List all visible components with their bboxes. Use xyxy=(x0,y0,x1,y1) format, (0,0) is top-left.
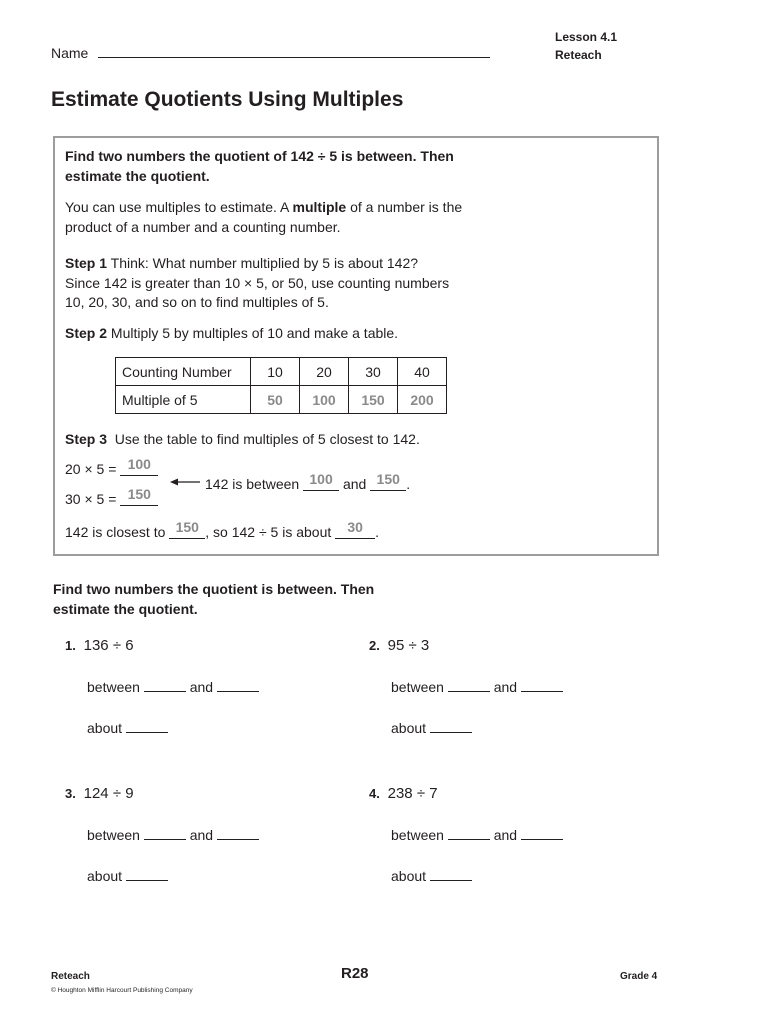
between-sentence xyxy=(205,471,411,496)
about-label: about xyxy=(87,868,123,884)
problem-3 xyxy=(65,784,134,804)
multiples-table-wrap xyxy=(115,357,447,414)
name-label: Name xyxy=(51,45,89,61)
equation-2-text: 30 × 5 = xyxy=(65,491,117,507)
step1-line2: Since 142 is greater than 10 × 5, or 50, use counting numbers xyxy=(65,274,450,291)
and-label: and xyxy=(493,827,518,843)
table-cell-answer: 100 xyxy=(300,386,349,414)
answer-blank-about[interactable] xyxy=(126,732,168,733)
intro-text-a: You can use multiples to estimate. A xyxy=(65,199,289,215)
example-prompt-line1: Find two numbers the quotient of 142 ÷ 5 is between. Then xyxy=(65,148,454,164)
footer-copyright: © Houghton Mifflin Harcourt Publishing Company xyxy=(51,987,193,994)
final-period: . xyxy=(375,524,380,540)
example-intro xyxy=(65,198,462,237)
and-label: and xyxy=(189,827,214,843)
problem-number: 1. xyxy=(65,638,76,653)
between-low-answer: 100 xyxy=(303,470,339,491)
problem-number: 4. xyxy=(369,786,380,801)
equation-2-answer: 150 xyxy=(120,485,158,506)
answer-blank-about[interactable] xyxy=(430,732,472,733)
practice-instructions xyxy=(53,580,374,619)
between-label: between xyxy=(87,827,140,843)
problem-4-between xyxy=(391,826,563,846)
step2-label: Step 2 xyxy=(65,325,108,341)
problem-1-between xyxy=(87,678,259,698)
between-label: between xyxy=(391,827,444,843)
equation-1 xyxy=(65,456,158,481)
step1-label: Step 1 xyxy=(65,255,108,271)
answer-blank-high[interactable] xyxy=(521,691,563,692)
about-label: about xyxy=(87,720,123,736)
step1 xyxy=(65,254,449,313)
lesson-type: Reteach xyxy=(555,48,602,62)
multiples-table xyxy=(115,357,447,414)
lesson-info xyxy=(555,28,617,64)
step2-text: Multiply 5 by multiples of 10 and make a table. xyxy=(110,325,399,341)
between-label: between xyxy=(391,679,444,695)
between-text: 142 is between xyxy=(205,476,300,492)
footer-grade: Grade 4 xyxy=(620,971,658,982)
step3-text: Use the table to find multiples of 5 closest to 142. xyxy=(114,431,420,447)
between-high-answer: 150 xyxy=(370,470,406,491)
page-title: Estimate Quotients Using Multiples xyxy=(51,88,404,111)
table-cell: 20 xyxy=(300,358,349,386)
answer-blank-about[interactable] xyxy=(126,880,168,881)
step3-label: Step 3 xyxy=(65,431,108,447)
closest-text: 142 is closest to xyxy=(65,524,166,540)
step1-line3: 10, 20, 30, and so on to find multiples of 5. xyxy=(65,294,329,310)
problem-expression: 238 ÷ 7 xyxy=(387,785,438,802)
example-prompt-line2: estimate the quotient. xyxy=(65,167,210,184)
problem-1 xyxy=(65,636,134,656)
between-label: between xyxy=(87,679,140,695)
step1-text: Think: What number multiplied by 5 is about 142? xyxy=(110,255,419,271)
row-header-counting: Counting Number xyxy=(116,358,251,386)
practice-instructions-line2: estimate the quotient. xyxy=(53,600,198,617)
problem-expression: 124 ÷ 9 xyxy=(83,785,134,802)
table-cell-answer: 200 xyxy=(398,386,447,414)
intro-text-b: of a number is the xyxy=(350,199,463,215)
answer-blank-about[interactable] xyxy=(430,880,472,881)
table-row xyxy=(116,358,447,386)
name-line[interactable] xyxy=(98,57,490,58)
example-prompt xyxy=(65,147,454,186)
so-text: , so 142 ÷ 5 is about xyxy=(205,524,332,540)
step2 xyxy=(65,324,398,344)
step1-line1 xyxy=(65,254,449,274)
problem-expression: 136 ÷ 6 xyxy=(83,637,134,654)
closest-sentence xyxy=(65,519,380,544)
problem-1-about xyxy=(87,719,168,739)
footer-reteach: Reteach xyxy=(51,971,90,982)
problem-2-between xyxy=(391,678,563,698)
step3 xyxy=(65,430,420,450)
equation-2 xyxy=(65,486,158,511)
closest-answer: 150 xyxy=(169,518,205,539)
practice-instructions-line1: Find two numbers the quotient is between. Then xyxy=(53,581,375,597)
between-and: and xyxy=(342,476,367,492)
row-header-multiple: Multiple of 5 xyxy=(116,386,251,414)
intro-line2: product of a number and a counting number. xyxy=(65,218,341,235)
answer-blank-low[interactable] xyxy=(448,839,490,840)
lesson-number: Lesson 4.1 xyxy=(555,30,618,44)
table-cell: 40 xyxy=(398,358,447,386)
table-cell-answer: 50 xyxy=(251,386,300,414)
problem-3-between xyxy=(87,826,259,846)
problem-number: 3. xyxy=(65,786,76,801)
answer-blank-high[interactable] xyxy=(217,691,259,692)
about-label: about xyxy=(391,868,427,884)
intro-line1 xyxy=(65,198,462,218)
about-label: about xyxy=(391,720,427,736)
page-number: R28 xyxy=(341,965,369,982)
equation-1-answer: 100 xyxy=(120,455,158,476)
problem-2 xyxy=(369,636,429,656)
equation-1-text: 20 × 5 = xyxy=(65,461,117,477)
and-label: and xyxy=(493,679,518,695)
problem-2-about xyxy=(391,719,472,739)
answer-blank-low[interactable] xyxy=(144,839,186,840)
answer-blank-high[interactable] xyxy=(217,839,259,840)
table-cell: 10 xyxy=(251,358,300,386)
table-cell-answer: 150 xyxy=(349,386,398,414)
table-row xyxy=(116,386,447,414)
problem-3-about xyxy=(87,867,168,887)
answer-blank-high[interactable] xyxy=(521,839,563,840)
between-period: . xyxy=(406,476,411,492)
intro-term: multiple xyxy=(292,199,347,215)
problem-4 xyxy=(369,784,438,804)
about-answer: 30 xyxy=(335,518,375,539)
left-arrow-icon xyxy=(170,476,200,488)
answer-blank-low[interactable] xyxy=(448,691,490,692)
problem-expression: 95 ÷ 3 xyxy=(387,637,430,654)
answer-blank-low[interactable] xyxy=(144,691,186,692)
problem-number: 2. xyxy=(369,638,380,653)
problem-4-about xyxy=(391,867,472,887)
table-cell: 30 xyxy=(349,358,398,386)
and-label: and xyxy=(189,679,214,695)
